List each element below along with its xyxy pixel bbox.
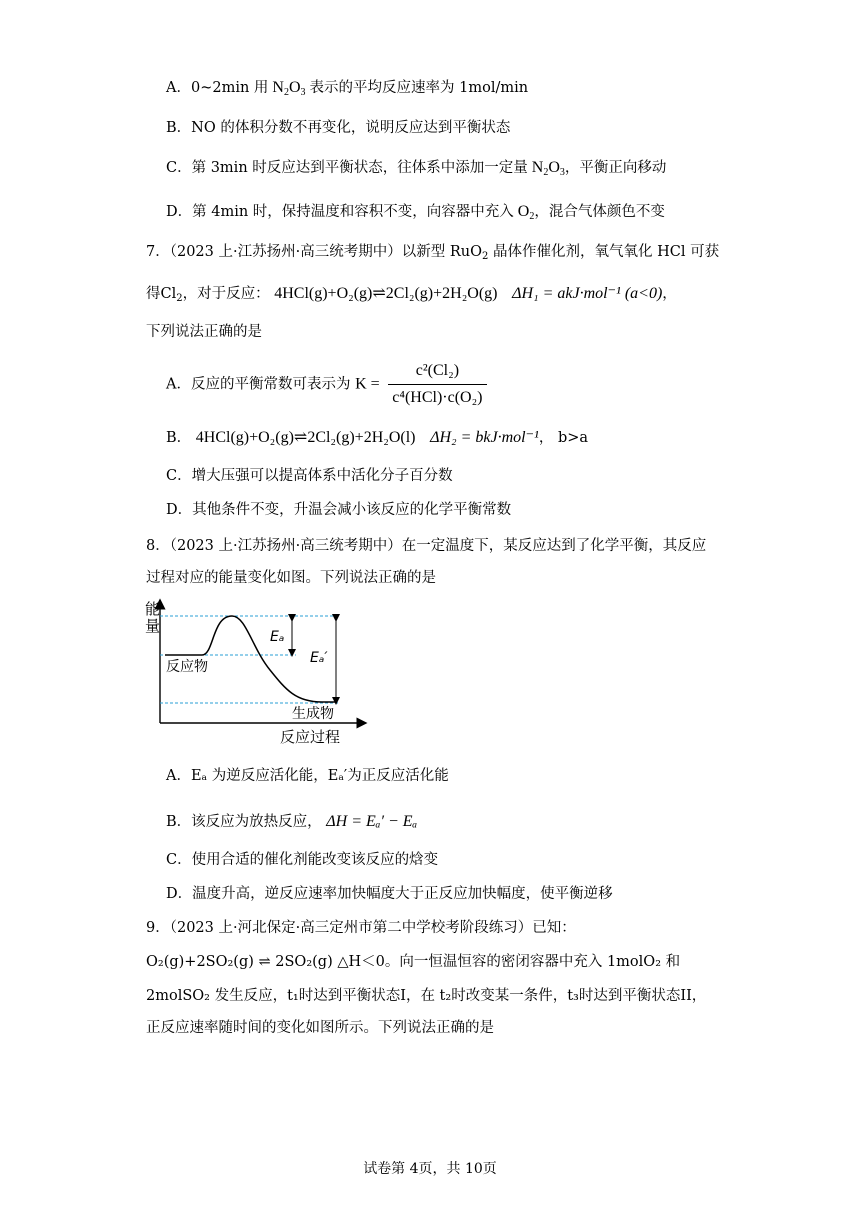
fraction-denominator: c⁴(HCl)·c(O₂) <box>392 389 483 406</box>
page-footer: 试卷第 4页，共 10页 <box>363 1161 497 1177</box>
q8-option-b-prefix: B．该反应为放热反应， <box>166 814 322 830</box>
q7-option-a <box>166 360 487 409</box>
q9-stem-line2: O₂(g)+2SO₂(g) ⇌ 2SO₂(g) △H＜0。向一恒温恒容的密闭容器中充入 1molO₂ 和 <box>146 954 681 970</box>
q6-option-b: B．NO 的体积分数不再变化，说明反应达到平衡状态 <box>166 120 511 136</box>
ea-label: Eₐ <box>270 629 285 645</box>
q7-enthalpy: ΔH₁ = akJ·mol⁻¹ (a<0) <box>512 285 663 302</box>
q7-stem-c: 得Cl <box>146 286 177 302</box>
product-label: 生成物 <box>292 706 334 722</box>
formula-o2: $O_2$ <box>513 203 535 222</box>
q7-option-b-reaction: 4HCl(g)+O₂(g)⇌2Cl₂(g)+2H₂O(l) <box>195 429 416 446</box>
q9-stem-line3: 2molSO₂ 发生反应，t₁时达到平衡状态I，在 t₂时改变某一条件，t₃时达到平衡状态II， <box>146 988 707 1004</box>
question-number: 7． <box>146 244 170 260</box>
q6-option-a-prefix: A．0~2min 用 <box>166 80 269 96</box>
reactant-label: 反应物 <box>166 659 208 675</box>
q8-stem-a: 在一定温度下，某反应达到了化学平衡，其反应 <box>401 538 707 554</box>
q6-option-d <box>166 202 665 227</box>
question-source: （2023 上·河北保定·高三定州市第二中学校考阶段练习） <box>169 920 533 936</box>
q7-option-b-enthalpy: ΔH₂ = bkJ·mol⁻¹ <box>430 429 539 446</box>
q7-stem-line1: 7．（2023 上·江苏扬州·高三统考期中）以新型 RuO$_2$ 晶体作催化剂，氧气氧化 HCl 可获 <box>146 244 720 262</box>
question-source: （2023 上·江苏扬州·高三统考期中） <box>169 244 402 260</box>
ea-prime-label: Eₐ′ <box>310 650 328 666</box>
x-axis-label: 反应过程 <box>280 728 341 746</box>
q7-option-b-prefix: B． <box>166 430 192 446</box>
q8-option-b-equation: ΔH = Eₐ′ − Eₐ <box>326 813 418 830</box>
q9-stem-line1 <box>146 918 576 938</box>
q6-option-c <box>166 158 666 183</box>
q8-option-d: D．温度升高，逆反应速率加快幅度大于正反应加快幅度，使平衡逆移 <box>166 886 613 902</box>
question-source: （2023 上·江苏扬州·高三统考期中） <box>169 538 402 554</box>
q7-ask: 下列说法正确的是 <box>146 324 262 340</box>
q7-stem-d: ，对于反应： <box>182 286 270 302</box>
q6-option-a-suffix: 表示的平均反应速率为 1mol/min <box>309 80 529 96</box>
q7-option-c: C．增大压强可以提高体系中活化分子百分数 <box>166 468 453 484</box>
q7-reaction-equation: 4HCl(g)+O₂(g)⇌2Cl₂(g)+2H₂O(g) <box>274 285 498 302</box>
equilibrium-constant-fraction <box>388 360 486 409</box>
fraction-numerator: c²(Cl₂) <box>388 360 486 385</box>
q6-option-d-prefix: D．第 4min 时，保持温度和容积不变，向容器中充入 <box>166 204 514 220</box>
q8-option-a: A．Eₐ 为逆反应活化能，Eₐ′为正反应活化能 <box>166 768 449 784</box>
y-axis-label-1: 能 <box>145 600 161 618</box>
q9-stem-line4: 正反应速率随时间的变化如图所示。下列说法正确的是 <box>146 1020 494 1036</box>
question-number: 9． <box>146 920 170 936</box>
q7-stem-a: 以新型 RuO <box>401 244 482 260</box>
q6-option-d-suffix: ，混合气体颜色不变 <box>534 204 665 220</box>
formula-n2o3: $N_2O_3$ <box>268 79 306 98</box>
equilibrium-constant-symbol: K = <box>355 375 380 393</box>
question-number: 8． <box>146 538 170 554</box>
q6-option-c-prefix: C．第 3min 时反应达到平衡状态，往体系中添加一定量 <box>166 160 528 176</box>
q7-option-d: D．其他条件不变，升温会减小该反应的化学平衡常数 <box>166 502 512 518</box>
q7-stem-e: ， <box>662 286 677 302</box>
q7-option-a-prefix: A．反应的平衡常数可表示为 <box>166 376 351 393</box>
energy-diagram <box>140 598 370 748</box>
q7-option-b-suffix: ， b>a <box>538 430 589 446</box>
q8-option-b <box>166 812 417 832</box>
formula-n2o3: $N_2O_3$ <box>527 159 565 178</box>
q7-stem-line2: 得$Cl_2$，对于反应： 4HCl(g)+O₂(g)⇌2Cl₂(g)+2H₂O(g) ΔH₁ = akJ·mol⁻¹ (a<0)， <box>146 285 677 304</box>
q7-stem-b: 晶体作催化剂，氧气氧化 HCl 可获 <box>488 244 720 260</box>
q8-stem-line1 <box>146 536 706 556</box>
q6-option-c-suffix: ，平衡正向移动 <box>564 160 667 176</box>
q9-stem-a: 已知： <box>532 920 576 936</box>
q8-stem-line2: 过程对应的能量变化如图。下列说法正确的是 <box>146 570 436 586</box>
y-axis-label-2: 量 <box>145 617 161 635</box>
q8-option-c: C．使用合适的催化剂能改变该反应的焓变 <box>166 852 439 868</box>
q6-option-a <box>166 78 528 103</box>
q7-option-b <box>166 428 588 448</box>
